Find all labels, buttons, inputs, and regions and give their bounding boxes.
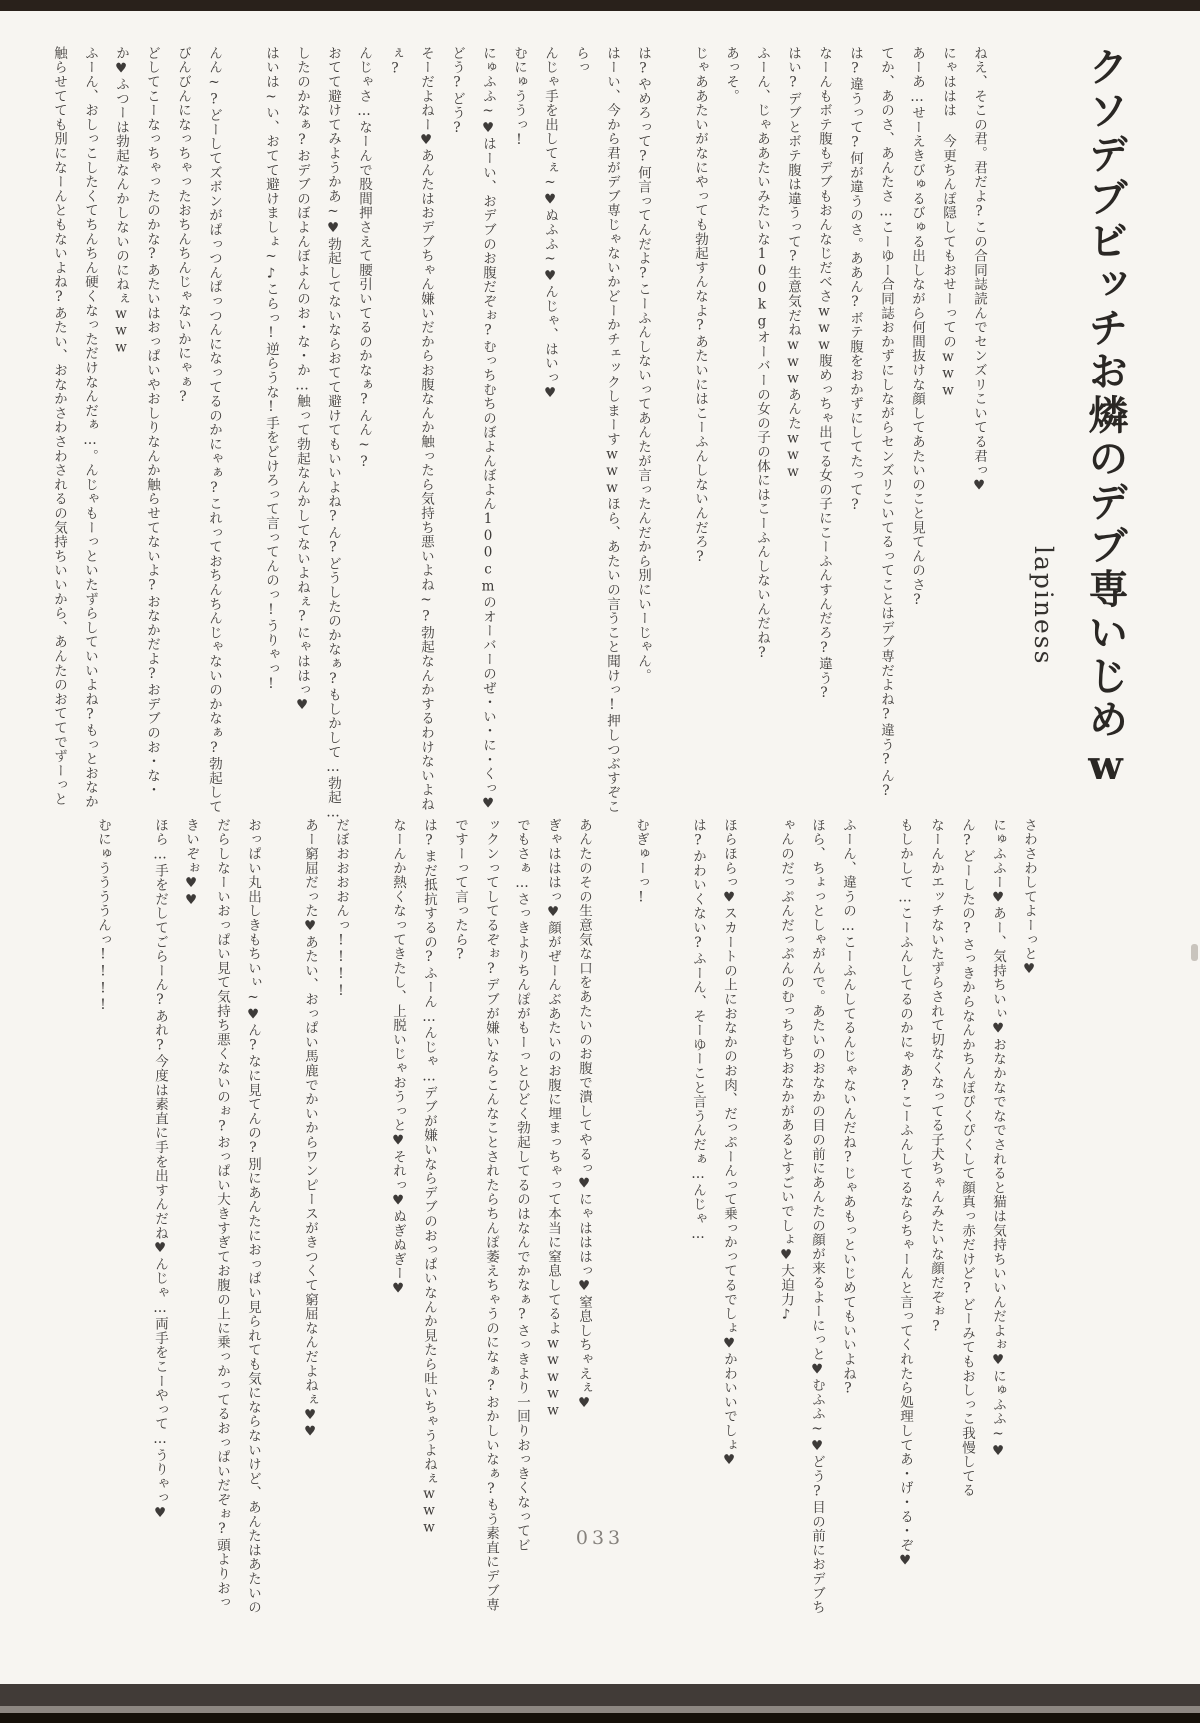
- text-column: ぎゃはははっ♥顔がぜーんぶあたいのお腹に埋まっちゃって本当に窒息してるよwwwww: [545, 818, 561, 1420]
- text-column: らっ: [573, 46, 589, 75]
- text-column: てか、あのさ、あんたさ…こーゆー合同誌おかずにしながらセンズリこいてるってことはデブ専だよね?違う?ん?: [878, 46, 894, 800]
- text-column: おっぱい丸出しきもちいぃ~♥ん?なに見てんの?別にあんたにおっぱい見られても気にならないけど、あんたはあたいの: [245, 818, 261, 1615]
- bottom-border-bar-black: [0, 1713, 1200, 1723]
- text-column: むぎゅーっ!: [633, 818, 649, 907]
- text-column: ふーん、おしっこしたくてちんちん硬くなっただけなんだぁ…。んじゃもーっといたずらしていいよね?もっとおなか: [82, 46, 98, 809]
- text-column: は?かわいくない?ふーん、そーゆーこと言うんだぁ…んじゃ…: [690, 818, 706, 1243]
- author-credit: lapiness: [1029, 546, 1058, 666]
- text-column: なーんか熱くなってきたし、上脱いじゃおうっと♥それっ♥ぬぎぬぎー♥: [390, 818, 406, 1298]
- text-column: ふーん、違うの…こーふんしてるんじゃないんだね?じゃあもっといじめてもいいよね?: [840, 818, 856, 1398]
- text-column: ん?どーしたの?さっきからなんかちんぽぴくぴくして顔真っ赤だけど?どーみてもおしっこ我慢してる: [959, 818, 975, 1498]
- text-column: ほら、ちょっとしゃがんで。あたいのおなかの目の前にあんたの顔が来るよーにっと♥むふふ~♥どう?目の前におデブち: [809, 818, 825, 1615]
- text-column: ほらほらっ♥スカートの上におなかのお肉、だっぷーんって乗っかってるでしょ♥かわいいでしょ♥: [721, 818, 737, 1469]
- text-column: あっそ。: [723, 46, 739, 104]
- text-column: さわさわしてよーっと♥: [1021, 818, 1037, 978]
- text-column: あーあ…せーえきびゅるびゅる出しながら何間抜けな顔してあたいのこと見てんのさ?: [909, 46, 925, 609]
- text-band-bottom: [36, 818, 1070, 1615]
- doujin-title: クソデブビッチお燐のデブ専いじめw: [1082, 46, 1129, 793]
- text-column: んじゃ手を出してぇ~♥ぬふふ~♥んじゃ、はいっ♥: [542, 46, 558, 402]
- text-column: はいは~い、おてて避けましょ~♪こらっ!逆らうな!手をどけろって言ってんのっ!うりゃっ!: [263, 46, 279, 693]
- text-column: きいぞぉ♥♥: [183, 818, 199, 909]
- text-column: むにゅううっ!: [511, 46, 527, 149]
- text-column: ぇ?: [387, 46, 403, 78]
- text-column: ねえ、そこの君。君だよ?この合同誌読んでセンズリこいてる君っ♥: [971, 46, 987, 495]
- text-column: むにゅううううんっ!!!!: [95, 818, 111, 1014]
- text-column: おてて避けてみようかあ~♥勃起してないならおてて避けてもいいよね?ん?どうしたのかなぁ?もしかして…勃起…: [325, 46, 341, 822]
- text-column: なーんかエッチないたずらされて切なくなってる子犬ちゃんみたいな顔だぞぉ?: [928, 818, 944, 1336]
- text-column: ですーって言ったら?: [452, 818, 468, 964]
- text-column: ふーん、じゃああたいみたいな100kgオーバーの女の子の体にはこーふんしないんだね?: [754, 46, 770, 662]
- text-column: は?まだ抵抗するの?ふーん…んじゃ…デブが嫌いならデブのおっぱいなんか見たら吐いちゃうよねぇwww: [421, 818, 437, 1537]
- text-column: にゅふふ~♥はーい、おデブのお腹だぞぉ?むっちむちのぼよんぼよん100cmのオーバーのぜ・い・に・くっ♥: [480, 46, 496, 813]
- text-column: はーい、今から君がデブ専じゃないかどーかチェックしまーすwwwほら、あたいの言うこと聞けっ!押しつぶすぞこ: [604, 46, 620, 814]
- text-column: んじゃさ…なーんで股間押さえて腰引いてるのかなぁ?んん~?: [356, 46, 372, 471]
- text-column: だらしなーいおっぱい見て気持ち悪くないのぉ?おっぱい大きすぎてお腹の上に乗っかってるおっぱいだぞぉ?頭よりおっ: [214, 818, 230, 1610]
- text-column: でもさぁ…さっきよりちんぽがもーっとひどく勃起してるのはなんでかなぁ?さっきより一回りおっきくなってビ: [514, 818, 530, 1553]
- text-column: もしかして…こーふんしてるのかにゃあ?こーふんしてるならちゃーんと言ってくれたら処理してあ・げ・る・ぞ♥: [897, 818, 913, 1570]
- text-column: ックンってしてるぞぉ?デブが嫌いならこんなことされたらちんぽ萎えちゃうのになぁ?おかしいなぁ?もう素直にデブ専: [483, 818, 499, 1612]
- text-column: どう?どう?: [449, 46, 465, 137]
- scan-artifact: [1191, 944, 1198, 961]
- top-border-bar: [0, 0, 1200, 11]
- text-column: ほら…手をだしてごらーん?あれ?今度は素直に手を出すんだね♥んじゃ…両手をこーやって…うりゃっ♥: [152, 818, 168, 1522]
- text-column: びんびんになっちゃったおちんちんじゃないかにゃぁ?: [175, 46, 191, 406]
- text-band-top: [36, 46, 1144, 821]
- text-column: だぼおおおおんっ!!!!: [333, 818, 349, 1000]
- text-column: か♥ふつーは勃起なんかしないのにねぇwww: [113, 46, 129, 357]
- text-column: ゃんのだっぷんだっぷんのむっちむちおなかがあるとすごいでしょ♥大迫力♪: [778, 818, 794, 1324]
- text-column: にゅふふー♥あー、気持ちいぃ♥おなかなでなでされると猫は気持ちいいんだよぉ♥にゅふふ~♥: [990, 818, 1006, 1460]
- text-column: にゃははは 今更ちんぽ隠してもおせーってのwww: [940, 46, 956, 400]
- text-column: 触らせてても別になーんともないよね?あたい、おなかさわさわされるの気持ちいいから、あんたのおててでずーっと: [51, 46, 67, 807]
- text-column: はい?デブとボテ腹は違うって?生意気だねwwwあんたwww: [785, 46, 801, 481]
- text-column: んん~?どーしてズボンがぱっつんぱっつんになってるのかにゃぁ?これっておちんちんじゃないのかなぁ?勃起して: [206, 46, 222, 814]
- bottom-border-bar-dark: [0, 1684, 1200, 1706]
- text-column: どしてこーなっちゃったのかな?あたいはおっぱいやおしりなんか触らせてないよ?おなかだよ?おデブのお・な・: [144, 46, 160, 798]
- bottom-border-bar-mid: [0, 1706, 1200, 1713]
- text-column: したのかなぁ?おデブのぼよんぼよんのお・な・か…触って勃起なんかしてないよねぇ?にゃははっ♥: [294, 46, 310, 714]
- text-column: あんたのその生意気な口をあたいのお腹で潰してやるっ♥にゃはははっ♥窒息しちゃえぇ♥: [576, 818, 592, 1412]
- text-column: あー窮屈だった♥あたい、おっぱい馬鹿でかいからワンピースがきつくて窮屈なんだよねぇ♥♥: [302, 818, 318, 1441]
- text-column: は?違うって?何が違うのさ。ああん?ボテ腹をおかずにしてたって?: [847, 46, 863, 514]
- text-column: は?やめろって?何言ってんだよ?こーふんしないってあんたが言ったんだから別にいーじゃん。: [635, 46, 651, 683]
- text-column: そーだよねー♥あんたはおデブちゃん嫌いだからお腹なんか触ったら気持ち悪いよね~?勃起なんかするわけないよね: [418, 46, 434, 812]
- text-column: なーんもボテ腹もデブもおんなじだべさwww腹めっちゃ出てる女の子にこーふんすんだろ?違う?: [816, 46, 832, 702]
- text-column: じゃああたいがなにやっても勃起すんなよ?あたいにはこーふんしないんだろ?: [692, 46, 708, 566]
- page-number: 033: [575, 1527, 625, 1549]
